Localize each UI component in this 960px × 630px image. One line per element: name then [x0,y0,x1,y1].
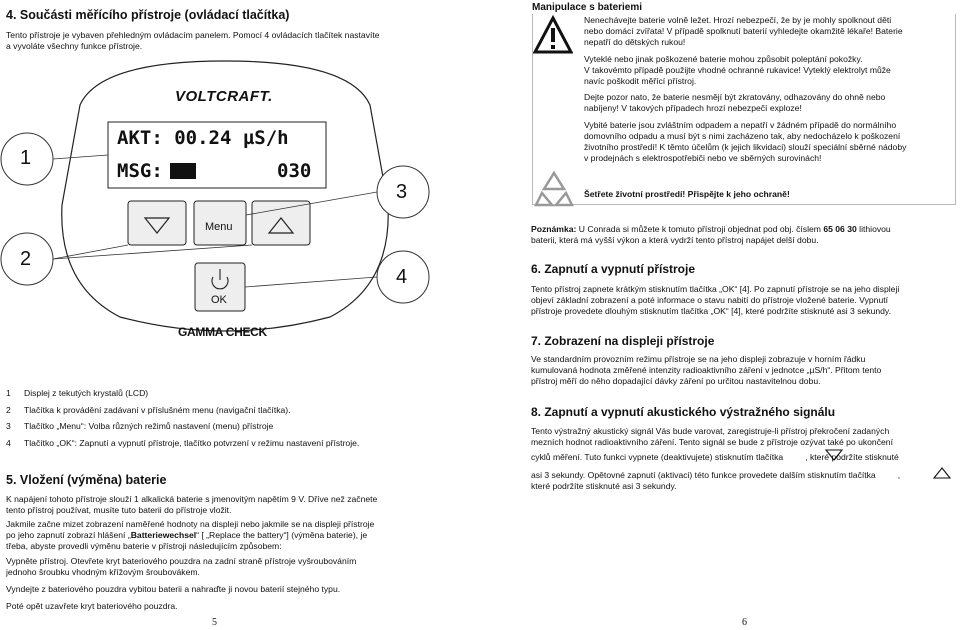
section6-heading: 6. Zapnutí a vypnutí přístroje [531,262,696,276]
section8-heading: 8. Zapnutí a vypnutí akustického výstražného signálu [531,405,836,419]
s6-l1: Tento přístroj zapnete krátkým stisknutím tlačítka „OK“ [4]. Po zapnutí přístroje se na jeho displeji [531,284,900,294]
callout-1: 1 [20,147,32,169]
warning-title: Manipulace s bateriemi [532,2,643,13]
lcd-line-2-value: 030 [277,160,312,182]
down-triangle-icon-inline [824,448,844,462]
warn-b4-l1: Vybité baterie jsou zvláštním odpadem a nepatří v žádném případě do normálního [584,120,897,130]
page-number-right: 6 [742,617,747,628]
warn-b5: Šetřete životní prostředí! Přispějte k jeho ochraně! [584,189,790,199]
s6-l2: objeví základní zobrazení a poté informace o stavu nabití do přístroje vložené baterie. Vypnutí [531,295,889,305]
s8-l2: mezních hodnot radioaktivního záření. Tento signál se bude z přístroje ozývat také po ukončení [531,437,893,447]
legend-item-3: 3 Tlačítko „Menu“: Volba různých režimů nastavení (menu) přístroje [6,421,274,431]
warn-b1-l2: nebo domácí zvířata! V případě spolknutí baterií vyhledejte okamžitě lékaře! Baterie [584,26,903,36]
s6-l3: přístroje provedete dlouhým stisknutím tlačítka „OK“ [4], které podržíte stisknuté asi 3 sekundy. [531,306,891,316]
callout-3: 3 [396,181,408,203]
warning-triangle-icon [533,15,573,55]
warn-b3-l1: Dejte pozor nato, že baterie nesmějí být zkratovány, odhazovány do ohně nebo [584,92,886,102]
section5-heading: 5. Vložení (výměna) baterie [6,473,167,487]
voltcraft-logo: VOLTCRAFT. [175,88,273,105]
intro-line-2: a vyvoláte všechny funkce přístroje. [6,41,143,51]
s5-p4: Vyndejte z bateriového pouzdra vybitou baterii a nahraďte ji novou baterií stejného typu. [6,584,341,594]
page-number-left: 5 [212,617,217,628]
legend-item-4: 4 Tlačítko „OK“: Zapnutí a vypnutí přístroje, tlačítko potvrzení v režimu nastavení přístroje. [6,438,360,448]
callout-2: 2 [20,248,32,270]
warn-b1-l3: nepatří do dětských rukou! [584,37,686,47]
legend-item-2: 2 Tlačítka k provádění zadávaní v příslušném menu (navigační tlačítka). [6,405,291,415]
s8-l3: cyklů měření. Tuto funkci vypnete (deaktivujete) stisknutím tlačítka , které podržíte stisknuté [531,452,899,462]
warn-b3-l2: nabíjeny! V takových případech hrozí nebezpečí exploze! [584,103,802,113]
section7-heading: 7. Zobrazení na displeji přístroje [531,334,715,348]
warn-b2-l3: navíc poškodit měřící přístroj. [584,76,697,86]
warn-b2-l1: Vyteklé nebo jinak poškozené baterie mohou způsobit poleptání pokožky. [584,54,863,64]
s8-l4: asi 3 sekundy. Opětovné zapnutí (aktivaci) této funkce provedete dalším stisknutím tlačítka , [531,470,901,480]
lcd-line-2-label: MSG: [117,160,163,182]
callout-4: 4 [396,266,408,288]
intro-line-1: Tento přístroje je vybaven přehledným ovládacím panelem. Pomocí 4 ovládacích tlačítek nastavíte [6,30,380,40]
lcd-line-1: AKT: 00.24 µS/h [117,127,289,149]
s7-l3: přístroj měří do něho dopadající dávky záření po určitou nastavitelnou dobu. [531,376,821,386]
recycle-icon [533,170,575,208]
note-line-2: baterii, která má vyšší výkon a která vydrží tento přístroj napájet delší dobu. [531,235,819,245]
gamma-check-logo: GAMMA CHECK [178,325,267,339]
s5-p2-l2: po jeho zapnutí zobrazí hlášení „Batteriewechsel“ [ „Replace the battery“] (výměna baterie), je [6,530,368,540]
warn-b2-l2: V takovémto případě použijte vhodné ochranné rukavice! Vyteklý elektrolyt může [584,65,891,75]
s5-p5: Poté opět uzavřete kryt bateriového pouzdra. [6,601,178,611]
s7-l2: kumulovaná hodnota změřené intenzity radioaktivního záření v jednotce „µS/h“. Přitom tento [531,365,882,375]
s5-p1-l1: K napájení tohoto přístroje slouží 1 alkalická baterie s jmenovitým napětím 9 V. Dříve než začnete [6,494,378,504]
nav-up-button-shape [252,201,310,245]
section4-heading: 4. Součásti měřícího přístroje (ovládací tlačítka) [6,8,290,22]
warn-b1-l1: Nenechávejte baterie volně ležet. Hrozí nebezpečí, že by je mohly spolknout děti [584,15,892,25]
warn-b4-l3: životního prostředí! K těmto účelům (k jejich likvidaci) slouží speciální sběrné nádoby [584,142,907,152]
note-line-1: Poznámka: U Conrada si můžete k tomuto přístroji objednat pod obj. číslem 65 06 30 lithiovou [531,224,891,234]
warn-b4-l2: domovního odpadu a musí být s nimi zacházeno tak, aby nedocházelo k poškození [584,131,901,141]
s5-p1-l2: tento přístroj používat, musíte tuto baterii do přístroje vložit. [6,505,232,515]
s8-l5: které podržíte stisknuté asi 3 sekundy. [531,481,677,491]
s7-l1: Ve standardním provozním režimu přístroje se na jeho displeji zobrazuje v horním řádku [531,354,866,364]
nav-down-button-shape [128,201,186,245]
s5-p3-l1: Vypněte přístroj. Otevřete kryt bateriového pouzdra na zadní straně přístroje vyšroubováním [6,556,357,566]
menu-button[interactable]: Menu [205,221,233,233]
warn-b4-l4: v prodejnách s elektrospotřebiči nebo ve sběrných surovinách! [584,153,822,163]
s8-l1: Tento výstražný akustický signál Vás bude varovat, zaregistruje-li přístroj překročení zadaných [531,426,890,436]
s5-p2-l3: třeba, abyste provedli výměnu baterie v přístroji následujícím způsobem: [6,541,282,551]
legend-item-1: 1 Displej z tekutých krystalů (LCD) [6,388,149,398]
s5-p2-l1: Jakmile začne mizet zobrazení naměřené hodnoty na displeji nebo jakmile se na displeji přístroje [6,519,375,529]
ok-button[interactable]: OK [211,294,227,306]
up-triangle-icon-inline [932,466,952,480]
s5-p3-l2: jednoho šroubku vhodným křížovým šroubovákem. [6,567,200,577]
lcd-bar-block [170,163,196,179]
